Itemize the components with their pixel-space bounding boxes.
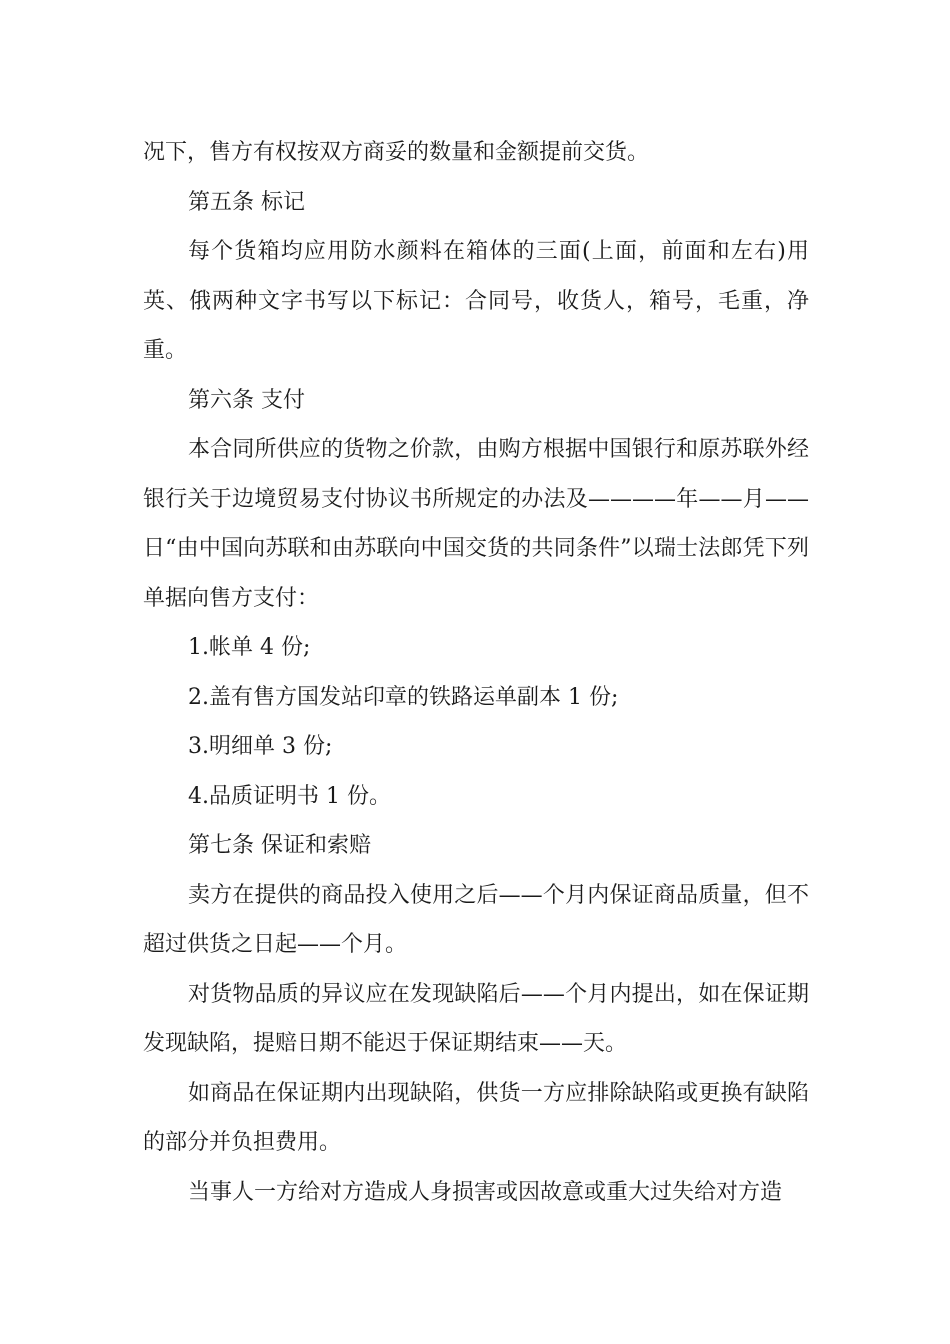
article-7-paragraph-4: 当事人一方给对方造成人身损害或因故意或重大过失给对方造 — [188, 1179, 783, 1205]
article-7-paragraph-2: 对货物品质的异议应在发现缺陷后——个月内提出，如在保证期发现缺陷，提赔日期不能迟于保证期结束——天。 — [143, 981, 809, 1056]
article-5-paragraph: 每个货箱均应用防水颜料在箱体的三面(上面，前面和左右)用英、俄两种文字书写以下标记：合同号，收货人，箱号，毛重，净重。 — [143, 239, 809, 363]
document-body — [143, 128, 809, 1217]
document-list-item-1: 1.帐单 4 份; — [188, 635, 311, 660]
article-6-paragraph: 本合同所供应的货物之价款，由购方根据中国银行和原苏联外经银行关于边境贸易支付协议书所规定的办法及————年——月——日“由中国向苏联和由苏联向中国交货的共同条件”以瑞士法郎凭下列单据向售方支付： — [143, 437, 809, 611]
article-5-heading: 第五条 标记 — [188, 189, 305, 215]
document-list-item-3: 3.明细单 3 份; — [188, 734, 333, 759]
article-7-heading: 第七条 保证和索赔 — [188, 833, 371, 858]
document-list-item-2: 2.盖有售方国发站印章的铁路运单副本 1 份; — [188, 684, 619, 710]
article-7-paragraph-1: 卖方在提供的商品投入使用之后——个月内保证商品质量，但不超过供货之日起——个月。 — [143, 882, 809, 957]
document-list-item-4: 4.品质证明书 1 份。 — [188, 783, 391, 809]
article-6-heading: 第六条 支付 — [188, 387, 305, 413]
article-7-paragraph-3: 如商品在保证期内出现缺陷，供货一方应排除缺陷或更换有缺陷的部分并负担费用。 — [143, 1080, 809, 1155]
paragraph-continuation: 况下，售方有权按双方商妥的数量和金额提前交货。 — [143, 140, 650, 165]
